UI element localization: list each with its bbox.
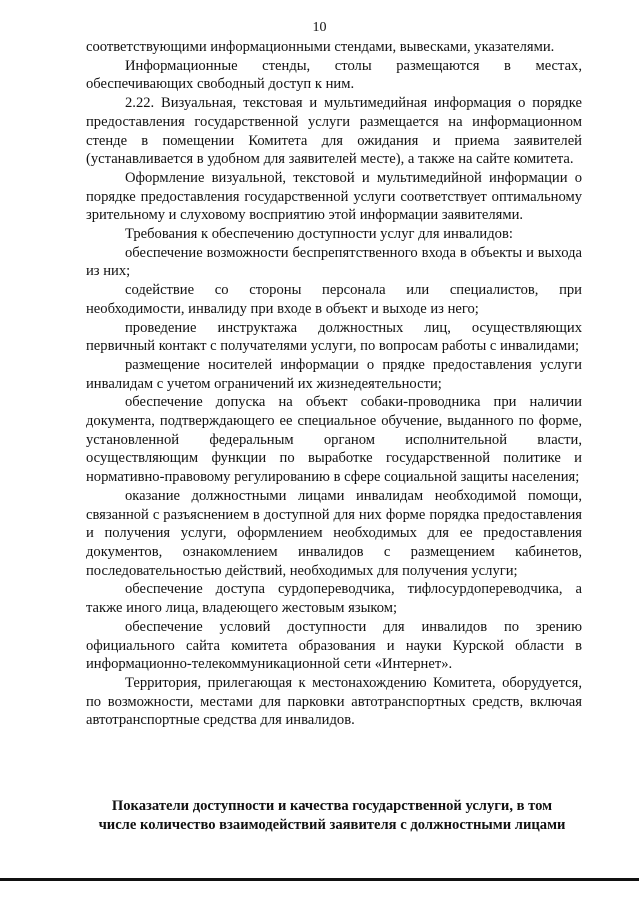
section-heading-line: Показатели доступности и качества государственной услуги, в том [111, 798, 553, 814]
list-item: проведение инструктажа должностных лиц, осуществляющих первичный контакт с получателями услуги, по вопросам работы с инвалидами; [86, 319, 582, 355]
list-item: обеспечение доступа сурдопереводчика, тифлосурдопереводчика, а также иного лица, владеющего жестовым языком; [86, 581, 582, 617]
list-item: размещение носителей информации о прядке предоставления услуги инвалидам с учетом ограничений их жизнедеятельности; [86, 356, 582, 392]
list-item: обеспечение возможности беспрепятственного входа в объекты и выхода из них; [86, 244, 582, 280]
document-body [86, 38, 582, 730]
bottom-divider [0, 878, 639, 881]
paragraph: соответствующими информационными стендами, вывесками, указателями. [86, 39, 555, 55]
list-item: обеспечение допуска на объект собаки-проводника при наличии документа, подтверждающего ее специальное обучение, выданного по форме, установленной федеральным органом исполнительной власти, осуществляющим функции по выработке государственной политике и нормативно-правовому регулированию в сфере социальной защиты населения; [86, 394, 582, 486]
paragraph: Территория, прилегающая к местонахождению Комитета, оборудуется, по возможности, местами для парковки автотранспортных средств, включая автотранспортные средства для инвалидов. [86, 674, 582, 729]
page-number: 10 [312, 20, 327, 35]
list-item: содействие со стороны персонала или специалистов, при необходимости, инвалиду при входе в объект и выходе из него; [86, 282, 582, 317]
list-item: обеспечение условий доступности для инвалидов по зрению официального сайта комитета образования и науки Курской области в информационно-телекоммуникационной сети «Интернет». [86, 618, 582, 673]
paragraph: 2.22. Визуальная, текстовая и мультимедийная информация о порядке предоставления государственной услуги размещается на информационном стенде в помещении Комитета для ожидания и приема заявителей (устанавливается в удобном для заявителей месте), а также на сайте комитета. [86, 95, 582, 168]
section-heading [74, 797, 590, 835]
section-heading-line: числе количество взаимодействий заявителя с должностными лицами [98, 817, 566, 833]
paragraph: Информационные стенды, столы размещаются в местах, обеспечивающих свободный доступ к ним. [86, 57, 582, 93]
paragraph: Требования к обеспечению доступности услуг для инвалидов: [125, 226, 513, 243]
list-item: оказание должностными лицами инвалидам необходимой помощи, связанной с разъяснением в доступной для них форме порядка предоставления и получения услуги, оформлением необходимых для ее предоставления документов, ознакомлением инвалидов с размещением кабинетов, последовательностью действий, необходимых для получения услуги; [86, 487, 582, 579]
paragraph: Оформление визуальной, текстовой и мультимедийной информации о порядке предоставления государственной услуги соответствует оптимальному зрительному и слуховому восприятию этой информации заявителями. [86, 169, 582, 224]
